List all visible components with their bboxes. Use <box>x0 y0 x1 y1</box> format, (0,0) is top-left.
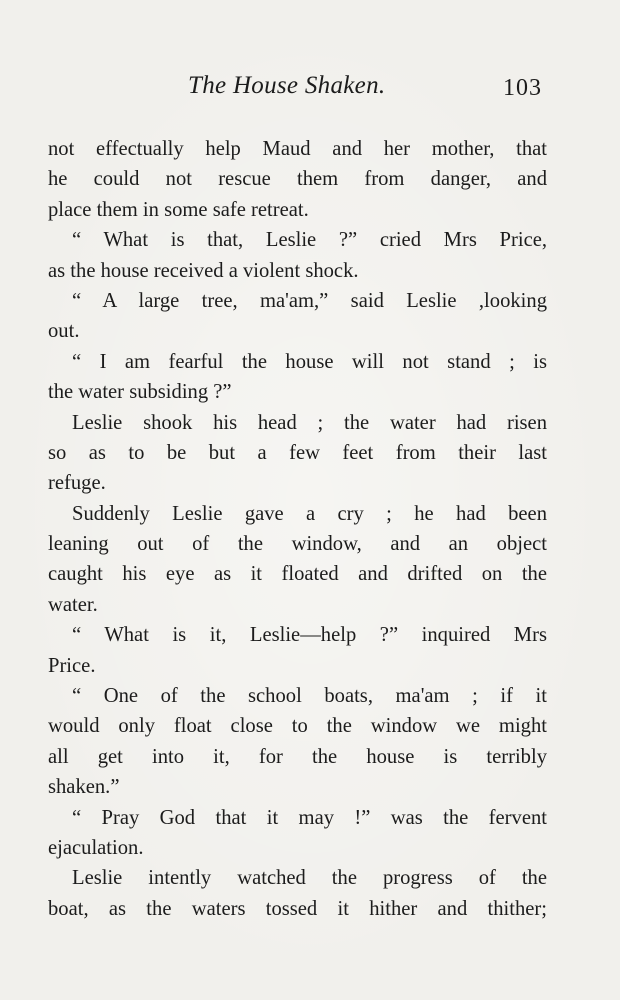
text-line: Price. <box>48 654 96 677</box>
text-line: “ A large tree, ma'am,” said Leslie ,looking <box>72 289 547 312</box>
running-title: The House Shaken. <box>188 72 386 99</box>
text-line: so as to be but a few feet from their last <box>48 441 547 464</box>
text-line: he could not rescue them from danger, and <box>48 168 547 191</box>
page-header <box>48 72 548 108</box>
body-text <box>48 134 547 924</box>
text-line: would only float close to the window we might <box>48 715 547 738</box>
text-line: shaken.” <box>48 776 120 799</box>
text-line: ejaculation. <box>48 836 144 859</box>
text-line: “ What is it, Leslie—help ?” inquired Mrs <box>72 624 547 647</box>
text-line: place them in some safe retreat. <box>48 198 309 221</box>
text-line: “ Pray God that it may !” was the fervent <box>72 806 547 829</box>
text-line: all get into it, for the house is terribly <box>48 745 547 768</box>
text-line: water. <box>48 593 98 616</box>
text-line: Leslie intently watched the progress of the <box>72 867 547 890</box>
text-line: “ One of the school boats, ma'am ; if it <box>72 685 547 708</box>
text-line: Suddenly Leslie gave a cry ; he had been <box>72 502 547 525</box>
text-line: the water subsiding ?” <box>48 381 232 404</box>
text-line: caught his eye as it floated and drifted on the <box>48 563 547 586</box>
text-line: “ I am fearful the house will not stand ; is <box>72 350 547 373</box>
page-number: 103 <box>503 75 542 101</box>
text-line: leaning out of the window, and an object <box>48 533 547 556</box>
text-line: as the house received a violent shock. <box>48 259 359 282</box>
text-line: Leslie shook his head ; the water had risen <box>72 411 547 434</box>
text-line: out. <box>48 320 80 343</box>
text-line: boat, as the waters tossed it hither and thither; <box>48 897 547 920</box>
text-line: “ What is that, Leslie ?” cried Mrs Price, <box>72 229 547 252</box>
text-line: not effectually help Maud and her mother, that <box>48 138 547 160</box>
text-line: refuge. <box>48 472 106 495</box>
